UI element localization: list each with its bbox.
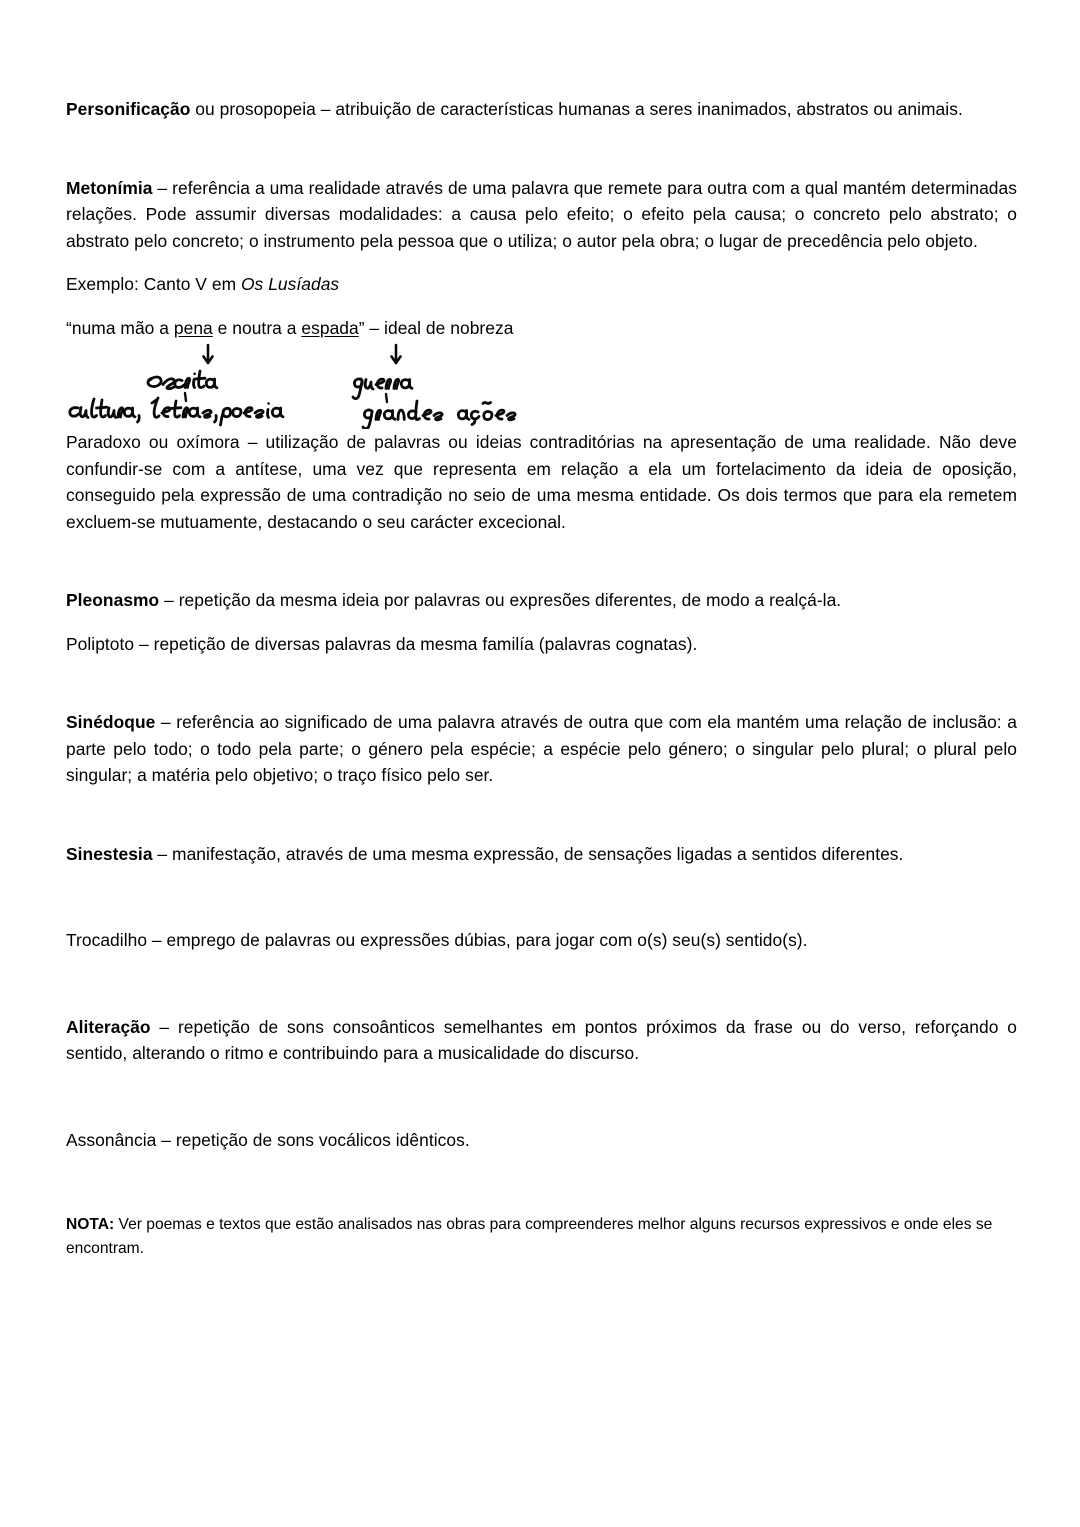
spacer [66,954,1017,1014]
spacer [66,1153,1017,1213]
spacer [66,867,1017,927]
definition-metonimia: – referência a uma realidade através de uma palavra que remete para outra com a qual mantém determinadas relações. Pode assumir diversas modalidades: a causa pelo efeito; o efeito pela causa; o concreto pelo abstrato; o abstrato pelo concreto; o instrumento pela pessoa que o utiliza; o autor pela obra; o lugar de precedência pelo objeto. [66,177,1017,251]
spacer [66,789,1017,841]
spacer [66,657,1017,709]
example-line [66,271,1017,298]
note-block [66,1213,1017,1261]
entry-paradoxo: Paradoxo ou oxímora – utilização de palavras ou ideias contraditórias na apresentação de uma realidade. Não deve confundir-se com a antítese, uma vez que representa em relação a ela um fortelacimento da ideia de oposição, conseguido pela expressão de uma contradição no seio de uma mesma entidade. Os dois termos que para ela remetem excluem-se mutuamente, destacando o seu carácter excecional. [66,432,1017,532]
quote-segment-2: e noutra a [212,317,302,338]
tick-guerra [386,394,387,402]
handwritten-escrita [148,371,217,389]
quote-underlined-pena: pena [173,317,213,338]
handwritten-grandes-acoes [363,401,515,429]
document-content [66,96,1017,1261]
spacer [66,298,1017,315]
term-aliteracao: Aliteração [66,1016,151,1037]
arrow-down-espada [392,345,401,363]
handwritten-guerra [353,379,412,399]
definition-pleonasmo: – repetição da mesma ideia por palavras ou expresões diferentes, de modo a realçá-la. [159,590,842,610]
tick-escrita [185,393,186,401]
entry-pleonasmo [66,587,1017,614]
definition-personificacao: ou prosopopeia – atribuição de características humanas a seres inanimados, abstratos ou animais. [190,99,963,119]
entry-personificacao [66,96,1017,123]
entry-trocadilho: Trocadilho – emprego de palavras ou expressões dúbias, para jogar com o(s) seu(s) sentido(s). [66,930,808,950]
term-pleonasmo: Pleonasmo [66,590,160,610]
quote-segment-1: “numa mão a [66,317,174,338]
entry-sinestesia [66,841,1017,868]
arrow-down-pena [204,345,213,363]
term-metonimia: Metonímia [66,177,153,198]
entry-poliptoto: Poliptoto – repetição de diversas palavras da mesma familía (palavras cognatas). [66,633,698,654]
definition-aliteracao: – repetição de sons consoânticos semelhantes em pontos próximos da frase ou do verso, reforçando o sentido, alterando o ritmo e contribuindo para a musicalidade do discurso. [66,1016,1017,1063]
handwriting-svg [66,341,626,429]
example-label: Exemplo: Canto V em [66,274,241,294]
spacer [66,123,1017,175]
note-label: NOTA: [66,1216,115,1233]
handwritten-annotation-block [66,341,1017,429]
definition-sinestesia: – manifestação, através de uma mesma expressão, de sensações ligadas a sentidos diferentes. [152,843,904,864]
spacer [66,1067,1017,1127]
quote-underlined-espada: espada [301,317,359,338]
note-text: Ver poemas e textos que estão analisados nas obras para compreenderes melhor alguns recursos expressivos e onde eles se encontram. [66,1216,993,1257]
example-work-title: Os Lusíadas [240,274,340,294]
entry-metonimia [66,175,1017,255]
term-personificacao: Personificação [66,99,191,119]
spacer [66,254,1017,271]
quote-segment-3: ” – ideal de nobreza [358,317,514,338]
definition-sinedoque: – referência ao significado de uma palavra através de outra que com ela mantém uma relação de inclusão: a parte pelo todo; o todo pela parte; o género pela espécie; a espécie pelo género; o singular pelo plural; o plural pelo singular; a matéria pelo objetivo; o traço físico pelo ser. [66,712,1017,785]
entry-aliteracao [66,1014,1017,1067]
spacer [66,614,1017,631]
handwritten-cultura-letras-poesia [70,398,283,425]
entry-assonancia: Assonância – repetição de sons vocálicos idênticos. [66,1129,470,1150]
term-sinedoque: Sinédoque [66,712,156,732]
example-quote [66,315,1017,342]
spacer [66,535,1017,587]
entry-sinedoque [66,709,1017,789]
term-sinestesia: Sinestesia [66,843,153,864]
